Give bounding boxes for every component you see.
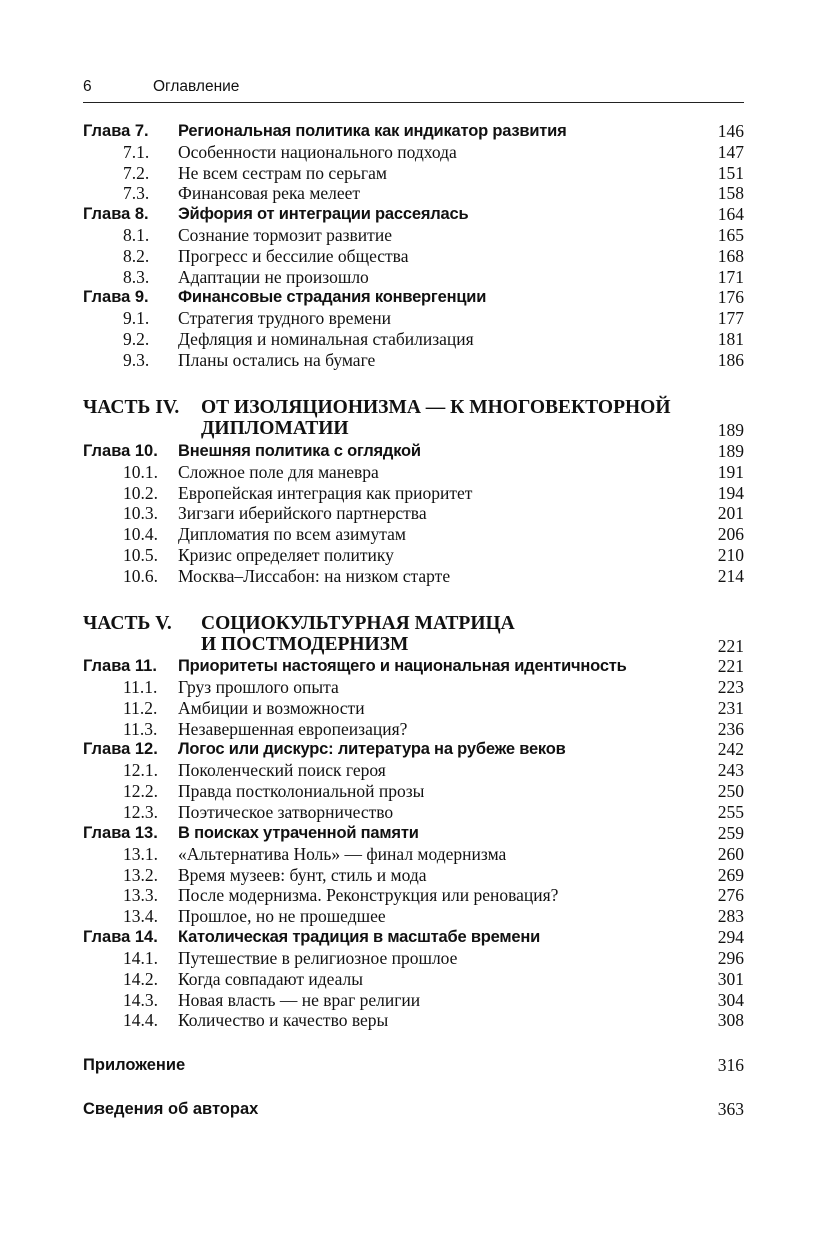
entry-page: 304 (717, 989, 744, 1010)
entry-page: 242 (717, 739, 744, 760)
toc-chapter-entry[interactable] (83, 204, 744, 225)
toc-section-entry[interactable] (83, 142, 744, 163)
section-number: 12.3. (123, 801, 158, 822)
entry-page: 276 (717, 885, 744, 906)
section-number: 12.1. (123, 760, 158, 781)
section-number: 10.6. (123, 565, 158, 586)
chapter-label: Глава 13. (83, 823, 158, 842)
toc-chapter-entry[interactable] (83, 287, 744, 308)
section-number: 14.2. (123, 968, 158, 989)
entry-page: 296 (717, 947, 744, 968)
entry-page: 194 (717, 482, 744, 503)
entry-title: Груз прошлого опыта (178, 676, 339, 697)
toc-section-entry[interactable] (83, 483, 744, 504)
entry-title: Дефляция и номинальная стабилизация (178, 329, 474, 349)
entry-page: 206 (717, 524, 744, 545)
entry-page: 186 (717, 349, 744, 370)
entry-title: Поэтическое затворничество (178, 801, 394, 822)
part-page: 221 (717, 636, 744, 656)
entry-page: 301 (717, 968, 744, 989)
chapter-label: Глава 11. (83, 657, 157, 675)
section-number: 8.2. (123, 245, 150, 266)
entry-title: Правда постколониальной прозы (178, 781, 425, 802)
entry-title: Логос или дискурс: литература на рубеже веков (178, 740, 566, 759)
entry-title: В поисках утраченной памяти (178, 823, 419, 842)
section-number: 13.4. (123, 906, 158, 927)
chapter-label: Глава 8. (83, 205, 149, 224)
toc-section-entry[interactable] (83, 969, 744, 990)
entry-page: 164 (717, 204, 744, 225)
entry-title: Прошлое, но не прошедшее (178, 906, 386, 927)
entry-page: 223 (717, 676, 744, 697)
entry-title: Католическая традиция в масштабе времени (178, 928, 541, 947)
entry-page: 214 (717, 565, 744, 586)
section-number: 14.3. (123, 989, 158, 1010)
toc-section-entry[interactable] (83, 163, 744, 184)
entry-title: Амбиции и возможности (178, 697, 365, 718)
entry-title: Финансовая река мелеет (178, 183, 361, 204)
toc-section-entry[interactable] (83, 990, 744, 1011)
entry-page: 210 (717, 545, 744, 565)
entry-page: 189 (717, 441, 744, 461)
entry-page: 177 (717, 308, 744, 329)
entry-title: Новая власть — не враг религии (178, 989, 421, 1010)
toc-section-entry[interactable] (83, 566, 744, 587)
running-title: Оглавление (153, 78, 240, 95)
section-number: 10.5. (123, 545, 158, 565)
toc-section-entry[interactable] (83, 267, 744, 288)
toc-section-entry[interactable] (83, 865, 744, 886)
entry-page: 221 (717, 656, 744, 676)
section-number: 11.3. (123, 718, 158, 739)
toc-section-entry[interactable] (83, 885, 744, 906)
toc-entry-appendix[interactable] (83, 1055, 744, 1076)
toc-section-entry[interactable] (83, 246, 744, 267)
toc-section-entry[interactable] (83, 760, 744, 781)
toc-chapter-entry[interactable] (83, 823, 744, 844)
toc-chapter-entry[interactable] (83, 656, 744, 677)
entry-page: 165 (717, 225, 744, 245)
entry-title: Время музеев: бунт, стиль и мода (178, 864, 427, 885)
entry-page: 260 (717, 843, 744, 864)
toc-section-entry[interactable] (83, 802, 744, 823)
entry-title: Приложение (83, 1056, 186, 1074)
entry-title: Эйфория от интеграции рассеялась (178, 205, 469, 224)
entry-title: Путешествие в религиозное прошлое (178, 947, 458, 968)
entry-page: 255 (717, 801, 744, 822)
chapter-label: Глава 10. (83, 442, 158, 460)
chapter-label: Глава 7. (83, 122, 149, 140)
part-label: ЧАСТЬ V. (83, 613, 172, 634)
part-title-line1: СОЦИОКУЛЬТУРНАЯ МАТРИЦА (201, 613, 515, 634)
entry-page: 363 (717, 1099, 744, 1119)
section-number: 10.2. (123, 482, 158, 503)
section-number: 9.3. (123, 349, 150, 370)
entry-page: 168 (717, 245, 744, 266)
section-number: 12.2. (123, 781, 158, 802)
toc-chapter-entry[interactable] (83, 927, 744, 948)
section-number: 9.2. (123, 329, 150, 349)
toc-entry-authors[interactable] (83, 1099, 744, 1120)
entry-page: 269 (717, 864, 744, 885)
part-title-line1: ОТ ИЗОЛЯЦИОНИЗМА — К МНОГОВЕКТОРНОЙ (201, 397, 671, 418)
entry-page: 181 (717, 329, 744, 349)
entry-page: 176 (717, 287, 744, 308)
entry-page: 283 (717, 906, 744, 927)
entry-title: Зигзаги иберийского партнерства (178, 503, 427, 524)
section-number: 13.3. (123, 885, 158, 906)
entry-title: Планы остались на бумаге (178, 349, 376, 370)
toc-section-entry[interactable] (83, 183, 744, 204)
part-title-line2: И ПОСТМОДЕРНИЗМ (201, 634, 409, 655)
entry-title: Москва–Лиссабон: на низком старте (178, 565, 451, 586)
toc-section-entry[interactable] (83, 462, 744, 483)
entry-page: 294 (717, 927, 744, 948)
part-label: ЧАСТЬ IV. (83, 397, 180, 418)
entry-page: 243 (717, 760, 744, 781)
entry-title: Особенности национального подхода (178, 141, 457, 162)
toc-section-entry[interactable] (83, 545, 744, 566)
entry-title: Не всем сестрам по серьгам (178, 162, 387, 183)
entry-title: Прогресс и бессилие общества (178, 245, 409, 266)
entry-page: 316 (717, 1055, 744, 1075)
toc-section-entry[interactable] (83, 948, 744, 969)
toc-section-entry[interactable] (83, 1010, 744, 1031)
section-number: 8.3. (123, 266, 150, 287)
toc-chapter-entry[interactable] (83, 739, 744, 760)
section-number: 10.3. (123, 503, 158, 524)
entry-page: 147 (717, 141, 744, 162)
section-number: 13.2. (123, 864, 158, 885)
toc-chapter-entry[interactable] (83, 441, 744, 462)
section-number: 7.1. (123, 141, 150, 162)
entry-page: 201 (717, 503, 744, 524)
entry-title: Кризис определяет политику (178, 545, 394, 565)
toc-section-entry[interactable] (83, 308, 744, 329)
toc-chapter-entry[interactable] (83, 121, 744, 142)
entry-title: Сложное поле для маневра (178, 461, 379, 482)
toc-section-entry[interactable] (83, 719, 744, 740)
toc-section-entry[interactable] (83, 524, 744, 545)
toc-section-entry[interactable] (83, 844, 744, 865)
toc-section-entry[interactable] (83, 350, 744, 371)
section-number: 10.1. (123, 461, 158, 482)
entry-title: Приоритеты настоящего и национальная идентичность (178, 657, 627, 675)
section-number: 9.1. (123, 308, 150, 329)
section-number: 10.4. (123, 524, 158, 545)
chapter-label: Глава 14. (83, 928, 158, 947)
entry-title: «Альтернатива Ноль» — финал модернизма (178, 843, 507, 864)
entry-title: Финансовые страдания конвергенции (178, 288, 487, 307)
toc-section-entry[interactable] (83, 906, 744, 927)
entry-page: 191 (717, 461, 744, 482)
entry-title: Сознание тормозит развитие (178, 225, 392, 245)
entry-title: Стратегия трудного времени (178, 308, 392, 329)
running-header (83, 76, 744, 103)
entry-title: Незавершенная европеизация? (178, 718, 408, 739)
entry-page: 231 (717, 697, 744, 718)
entry-title: После модернизма. Реконструкция или реновация? (178, 885, 559, 906)
section-number: 8.1. (123, 225, 150, 245)
toc-section-entry[interactable] (83, 698, 744, 719)
toc-section-entry[interactable] (83, 781, 744, 802)
chapter-label: Глава 12. (83, 740, 158, 759)
entry-title: Когда совпадают идеалы (178, 968, 364, 989)
entry-page: 259 (717, 822, 744, 843)
entry-page: 236 (717, 718, 744, 739)
entry-page: 158 (717, 183, 744, 204)
section-number: 11.2. (123, 697, 158, 718)
entry-title: Региональная политика как индикатор развития (178, 122, 567, 140)
entry-title: Поколенческий поиск героя (178, 760, 386, 781)
toc-section-entry[interactable] (83, 503, 744, 524)
section-number: 13.1. (123, 843, 158, 864)
toc-section-entry[interactable] (83, 677, 744, 698)
chapter-label: Глава 9. (83, 288, 149, 307)
entry-title: Адаптации не произошло (178, 266, 369, 287)
section-number: 7.3. (123, 183, 150, 204)
part-page: 189 (717, 420, 744, 440)
section-number: 14.4. (123, 1010, 158, 1031)
section-number: 14.1. (123, 947, 158, 968)
entry-page: 171 (717, 266, 744, 287)
entry-page: 146 (717, 121, 744, 141)
page-number: 6 (83, 78, 92, 95)
entry-page: 151 (717, 162, 744, 183)
entry-title: Сведения об авторах (83, 1100, 259, 1118)
section-number: 7.2. (123, 162, 150, 183)
part-title-line2: ДИПЛОМАТИИ (201, 418, 349, 439)
entry-title: Количество и качество веры (178, 1010, 389, 1031)
entry-title: Европейская интеграция как приоритет (178, 482, 473, 503)
toc-section-entry[interactable] (83, 225, 744, 246)
entry-page: 250 (717, 781, 744, 802)
entry-title: Дипломатия по всем азимутам (178, 524, 406, 545)
entry-title: Внешняя политика с оглядкой (178, 442, 421, 460)
section-number: 11.1. (123, 676, 158, 697)
toc-section-entry[interactable] (83, 329, 744, 350)
entry-page: 308 (717, 1010, 744, 1031)
